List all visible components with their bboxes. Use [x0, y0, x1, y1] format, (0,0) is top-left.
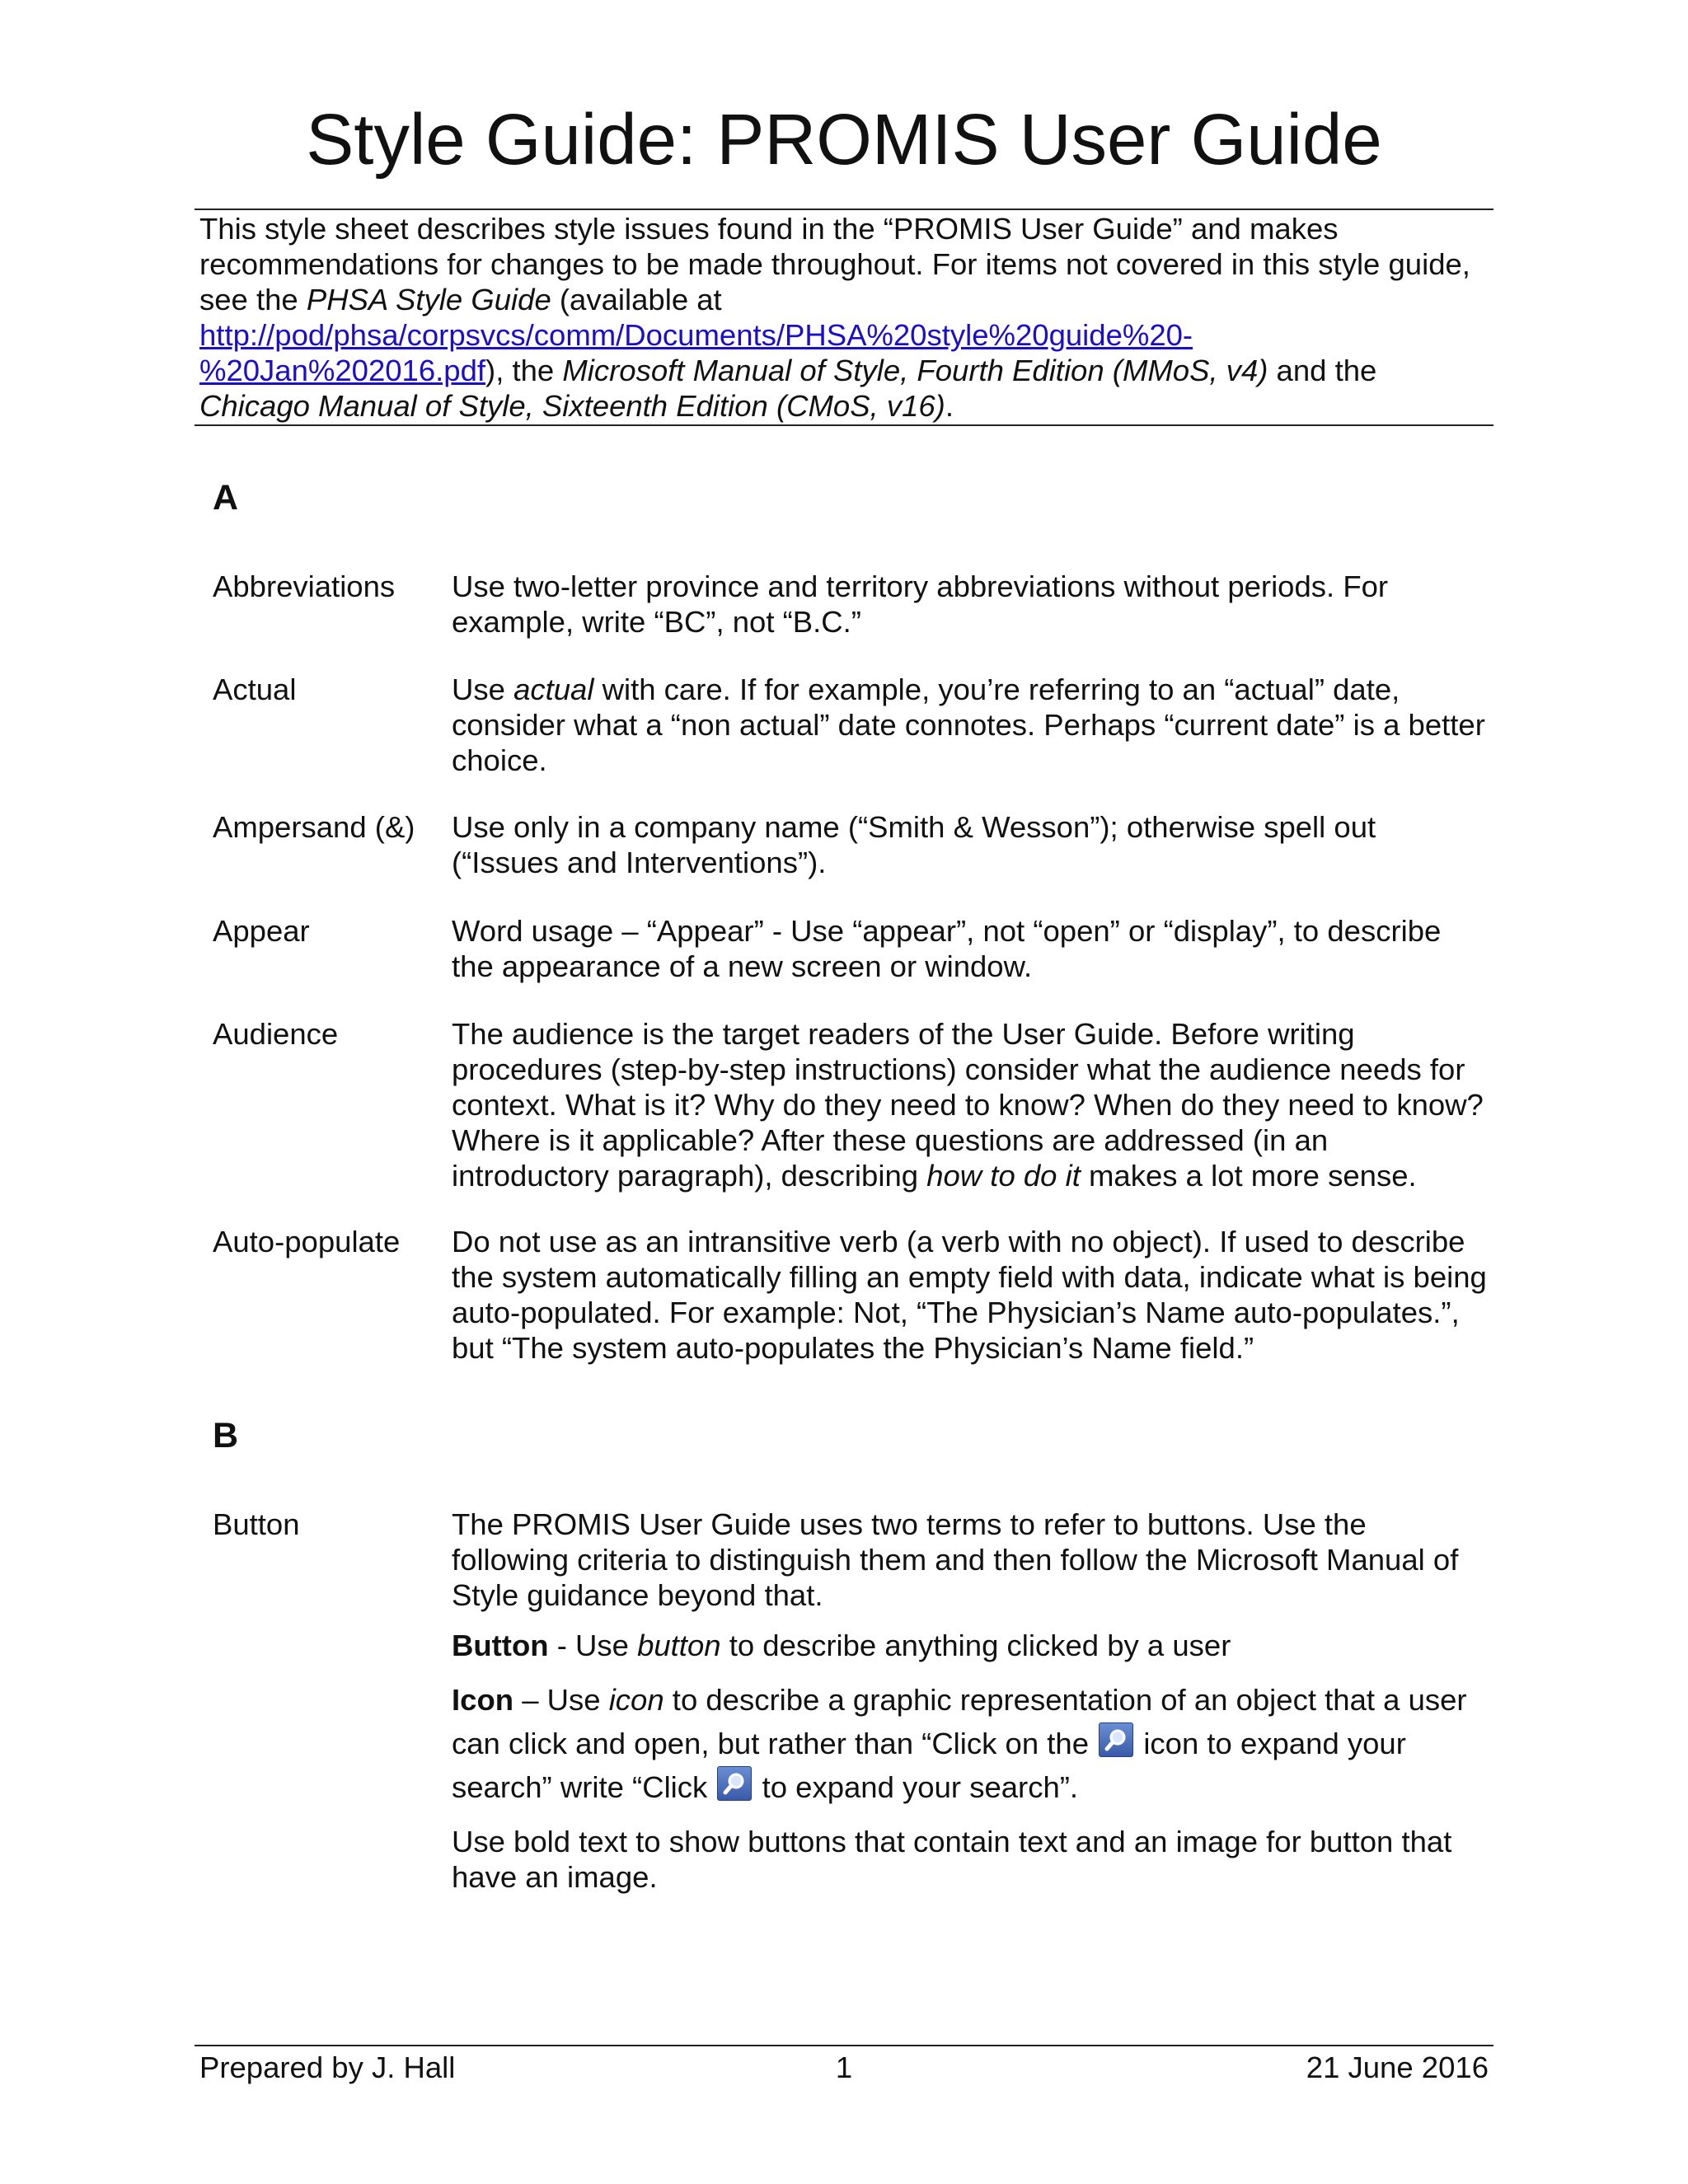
term-button: Button	[213, 1507, 300, 1541]
intro-rule-bottom	[195, 424, 1493, 426]
def-ampersand: Use only in a company name (“Smith & Wesson”); otherwise spell out (“Issues and Interventions”).	[452, 810, 1376, 879]
term-audience: Audience	[213, 1017, 339, 1051]
term-appear: Appear	[213, 914, 310, 948]
def-audience: The audience is the target readers of the User Guide. Before writing procedures (step-by-step instructions) consider what the audience needs for context. What is it? Why do they need to know? When do they need to know? Where is it applicable? After these questions are addressed (in an introductory paragraph), describing how to do it makes a lot more sense.	[452, 1017, 1484, 1193]
footer-author: Prepared by J. Hall	[199, 2050, 456, 2084]
def-auto-populate: Do not use as an intransitive verb (a verb with no object). If used to describe the system automatically filling an empty field with data, indicate what is being auto-populated. For example: Not, “The Physician’s Name auto-populates.”, but “The system auto-populates the Physician’s Name field.”	[452, 1225, 1487, 1365]
phsa-style-guide-link[interactable]: http://pod/phsa/corpsvcs/comm/Documents/PHSA%20style%20guide%20- %20Jan%202016.pdf	[199, 318, 1193, 387]
intro-text-3: ), the	[485, 354, 563, 387]
def-actual: Use actual with care. If for example, you’re referring to an “actual” date, consider what a “non actual” date connotes. Perhaps “current date” is a better choice.	[452, 673, 1485, 777]
page-title: Style Guide: PROMIS User Guide	[306, 100, 1382, 180]
footer-page-number: 1	[835, 2050, 853, 2084]
term-ampersand: Ampersand (&)	[213, 810, 415, 844]
intro-phsa-title: PHSA Style Guide	[306, 283, 551, 316]
button-paragraph-2: Button - Use button to describe anything clicked by a user	[452, 1629, 1231, 1662]
footer-rule	[195, 2045, 1493, 2046]
button-paragraph-4: Use bold text to show buttons that contain text and an image for button that have an image.	[452, 1825, 1452, 1894]
intro-text-2: (available at	[551, 283, 722, 316]
term-actual: Actual	[213, 673, 297, 706]
button-paragraph-3: Icon – Use icon to describe a graphic representation of an object that a user can click and open, but rather than “Click on the icon to expand your search” write “Click to expand your search”.	[452, 1683, 1467, 1804]
term-abbreviations: Abbreviations	[213, 569, 396, 603]
magnifier-icon	[1099, 1722, 1133, 1757]
title-rule-top	[195, 209, 1493, 210]
footer-date: 21 June 2016	[1306, 2050, 1489, 2084]
intro-mmos-title: Microsoft Manual of Style, Fourth Edition (MMoS, v4)	[562, 354, 1268, 387]
button-paragraph-1: The PROMIS User Guide uses two terms to refer to buttons. Use the following criteria to distinguish them and then follow the Microsoft Manual of Style guidance beyond that.	[452, 1507, 1459, 1612]
intro-cmos-title: Chicago Manual of Style, Sixteenth Edition (CMoS, v16)	[199, 389, 945, 423]
section-heading-b: B	[213, 1416, 239, 1455]
intro-text-1: This style sheet describes style issues found in the “PROMIS User Guide” and makes recommendations for changes to be made throughout. For items not covered in this style guide, see the	[199, 212, 1470, 316]
section-heading-a: A	[213, 478, 239, 518]
intro-text-5: .	[945, 389, 954, 423]
intro-paragraph	[199, 211, 1489, 424]
def-button	[452, 1507, 1490, 1910]
magnifier-icon	[717, 1766, 752, 1801]
def-abbreviations: Use two-letter province and territory abbreviations without periods. For example, write “BC”, not “B.C.”	[452, 569, 1389, 639]
def-appear: Word usage – “Appear” - Use “appear”, not “open” or “display”, to describe the appearance of a new screen or window.	[452, 914, 1442, 983]
term-auto-populate: Auto-populate	[213, 1225, 401, 1258]
intro-text-4: and the	[1268, 354, 1377, 387]
